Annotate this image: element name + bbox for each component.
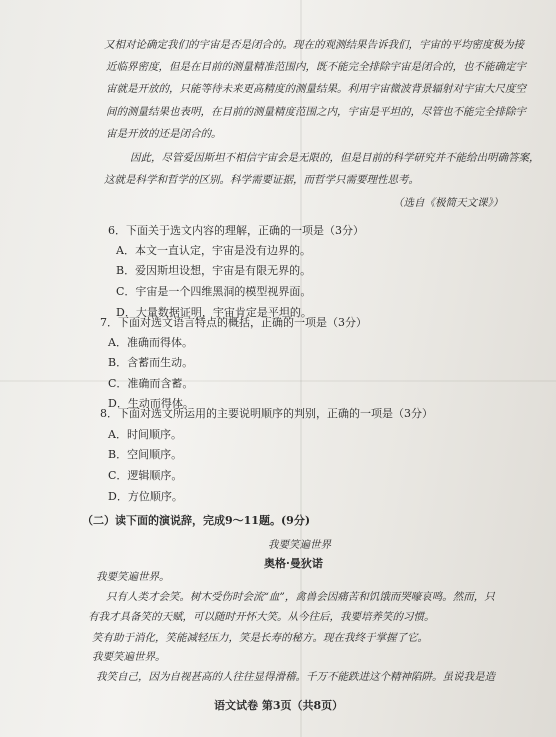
- passage-line: 近临界密度，但是在目前的测量精准范围内，既不能完全排除宇宙是闭合的，也不能确定宇: [106, 61, 526, 73]
- section-heading: （二）读下面的演说辞，完成9～11题。(9分): [82, 514, 311, 527]
- option: B．含蓄而生动。: [108, 356, 194, 369]
- speech-title: 我要笑遍世界: [268, 539, 331, 551]
- option: D．生动而得体。: [108, 397, 194, 410]
- option: C．宇宙是一个四维黑洞的模型视界面。: [116, 285, 312, 298]
- option: A．时间顺序。: [108, 428, 182, 441]
- question-stem: 6．下面关于选文内容的理解，正确的一项是（3分）: [108, 224, 364, 237]
- option: C．逻辑顺序。: [108, 469, 183, 482]
- passage-line: 这就是科学和哲学的区别。科学需要证据，而哲学只需要理性思考。: [104, 174, 419, 186]
- option: A．本文一直认定，宇宙是没有边界的。: [116, 244, 311, 257]
- passage-line: 间的测量结果也表明，在目前的测量精度范围之内，宇宙是平坦的，尽管也不能完全排除宇: [106, 106, 526, 118]
- option: B．爱因斯坦设想，宇宙是有限无界的。: [116, 264, 312, 277]
- passage-line: 宙是开放的还是闭合的。: [106, 128, 222, 140]
- speech-paragraph: 我要笑遍世界。: [92, 651, 166, 663]
- option: B．空间顺序。: [108, 448, 183, 461]
- option: A．准确而得体。: [108, 336, 193, 349]
- speech-paragraph: 我笑自己，因为自视甚高的人往往显得滑稽。千万不能跌进这个精神陷阱。虽说我是造: [96, 671, 495, 683]
- passage-line: 又相对论确定我们的宇宙是否是闭合的。现在的观测结果告诉我们，宇宙的平均密度极为接: [104, 39, 524, 51]
- passage-line: 宙就是开放的，只能等待未来更高精度的测量结果。利用宇宙微波背景辐射对宇宙大尺度空: [106, 83, 526, 95]
- option: D．大量数据证明，宇宙肯定是平坦的。: [116, 306, 312, 319]
- page-footer: 语文试卷 第3页（共8页）: [214, 699, 344, 712]
- speech-paragraph: 我要笑遍世界。: [96, 571, 170, 583]
- question-stem: 8．下面对选文所运用的主要说明顺序的判别，正确的一项是（3分）: [100, 407, 433, 420]
- passage-line: 因此，尽管爱因斯坦不相信宇宙会是无限的，但是目前的科学研究并不能给出明确答案，: [130, 152, 540, 164]
- question-stem: 7．下面对选文语言特点的概括，正确的一项是（3分）: [100, 316, 367, 329]
- speech-paragraph: 有我才具备笑的天赋，可以随时开怀大笑。从今往后，我要培养笑的习惯。: [88, 611, 435, 623]
- speech-author: 奥格·曼狄诺: [264, 557, 323, 570]
- speech-paragraph: 只有人类才会笑。树木受伤时会流“血”，禽兽会因痛苦和饥饿而哭嚎哀鸣。然而，只: [106, 591, 495, 603]
- source-citation: （选自《极简天文课》）: [393, 197, 504, 209]
- paper-fold: [0, 380, 556, 382]
- option: C．准确而含蓄。: [108, 377, 194, 390]
- speech-paragraph: 笑有助于消化，笑能减轻压力，笑是长寿的秘方。现在我终于掌握了它。: [92, 632, 428, 644]
- option: D．方位顺序。: [108, 490, 183, 503]
